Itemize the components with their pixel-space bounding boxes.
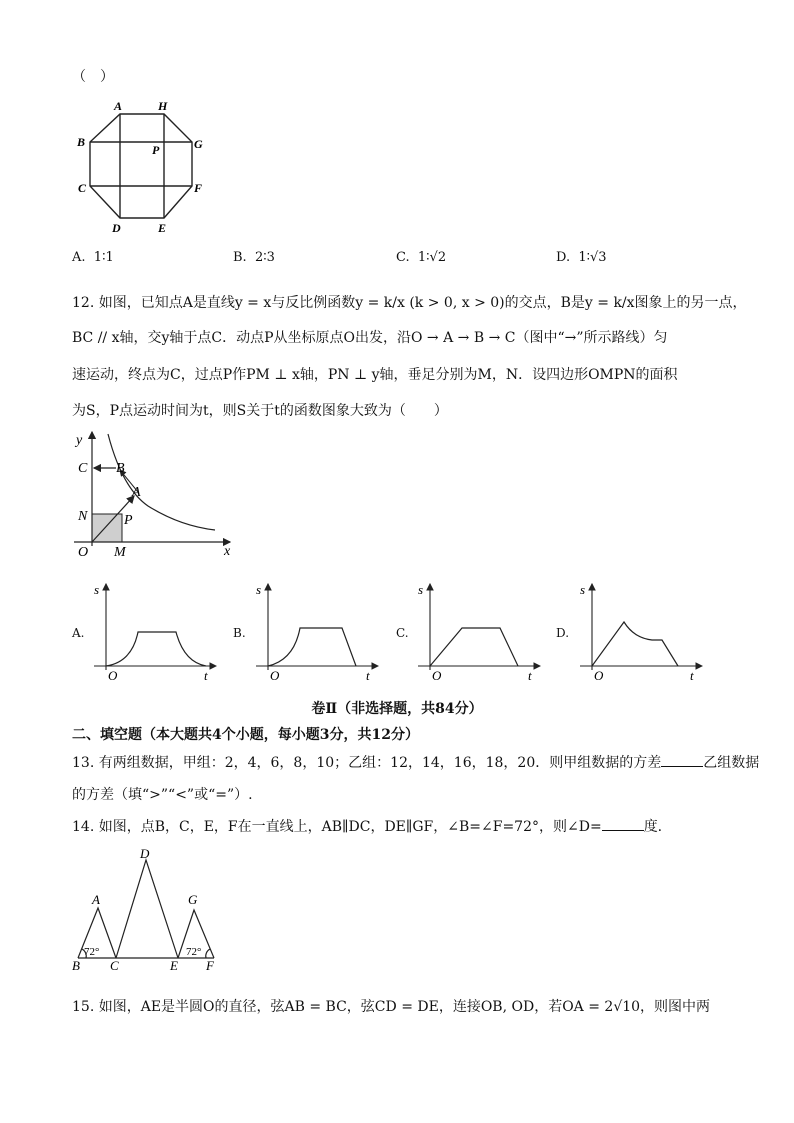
arc-F	[206, 949, 210, 958]
svg-text:s: s	[418, 582, 424, 597]
q12-option-d-graph	[574, 578, 709, 686]
label-B: B	[77, 135, 86, 149]
q11-option-c: C. 1∶√2	[396, 250, 447, 265]
s-curve-d	[592, 622, 678, 666]
svg-text:s: s	[94, 582, 100, 597]
label-N: N	[78, 509, 88, 524]
q12-option-c-graph	[412, 578, 547, 686]
label-O: O	[78, 545, 89, 560]
label-E: E	[158, 221, 167, 235]
label-G: G	[194, 137, 203, 151]
angle-B-label: 72°	[84, 946, 100, 958]
q12-option-b-letter: B.	[233, 626, 246, 640]
q12-option-b-graph	[250, 578, 385, 686]
svg-text:s: s	[256, 582, 262, 597]
label-C: C	[78, 181, 87, 195]
label-P: P	[124, 513, 133, 528]
svg-text:s: s	[580, 582, 586, 597]
svg-text:t: t	[366, 668, 370, 683]
svg-text:t: t	[690, 668, 694, 683]
part2-heading: 二、填空题（本大题共4个小题，每小题3分，共12分）	[72, 727, 419, 743]
label-C: C	[78, 461, 88, 476]
label-A: A	[132, 485, 141, 500]
q12-line2: BC // x轴，交y轴于点C．动点P从坐标原点O出发，沿O → A → B → C（图中“→”所示路线）匀	[72, 330, 668, 346]
label-E: E	[170, 958, 178, 973]
q15-line: 15. 如图，AE是半圆O的直径，弦AB = BC，弦CD = DE，连接OB, OD，若OA = 2√10，则图中两	[72, 999, 711, 1015]
label-P: P	[152, 143, 160, 157]
octagon-outline	[90, 114, 192, 218]
label-B: B	[116, 461, 125, 476]
q11-octagon-figure	[72, 96, 212, 236]
q12-option-a-letter: A.	[72, 626, 85, 640]
q14-figure	[68, 842, 228, 974]
label-F: F	[194, 181, 203, 195]
q13-line2: 的方差（填“>”“<”或“=”）.	[72, 787, 253, 803]
q12-line4: 为S，P点运动时间为t，则S关于t的函数图象大致为（ ）	[72, 403, 448, 419]
label-C: C	[110, 958, 119, 973]
q13-line1: 13. 有两组数据，甲组：2，4，6，8，10；乙组：12，14，16，18，20．则甲组数据的方差 乙组数据	[72, 755, 760, 771]
svg-text:O: O	[270, 668, 280, 683]
label-D: D	[112, 221, 121, 235]
svg-text:t: t	[528, 668, 532, 683]
q14-line: 14. 如图，点B，C，E，F在一直线上，AB∥DC，DE∥GF，∠B=∠F=72°，则∠D= 度.	[72, 819, 663, 835]
q14-answer-blank[interactable]	[602, 818, 644, 831]
q12-line1: 12. 如图，已知点A是直线y = x与反比例函数y = k/x (k > 0, x > 0)的交点，B是y = k/x图象上的另一点，	[72, 295, 747, 311]
label-A: A	[114, 99, 123, 113]
label-D: D	[140, 846, 150, 861]
label-B: B	[72, 958, 80, 973]
q13-answer-blank[interactable]	[661, 754, 703, 767]
section2-title: 卷Ⅱ（非选择题，共84分）	[311, 701, 483, 717]
q12-coordinate-figure	[70, 428, 240, 563]
label-A: A	[92, 892, 100, 907]
angle-F-label: 72°	[186, 946, 202, 958]
q11-option-b: B. 2∶3	[233, 250, 275, 265]
label-x: x	[224, 544, 231, 559]
s-curve-b	[268, 628, 356, 666]
q11-option-d: D. 1∶√3	[556, 250, 607, 265]
q11-paren: （ ）	[72, 69, 114, 85]
label-M: M	[114, 545, 126, 560]
label-F: F	[206, 958, 214, 973]
s-curve-c	[430, 628, 518, 666]
label-H: H	[158, 99, 168, 113]
q12-option-d-letter: D.	[556, 626, 570, 640]
svg-text:O: O	[432, 668, 442, 683]
q11-option-a: A. 1∶1	[72, 250, 114, 265]
svg-text:O: O	[594, 668, 604, 683]
s-curve-a	[106, 632, 206, 666]
label-y: y	[76, 433, 83, 448]
svg-text:O: O	[108, 668, 118, 683]
q12-line3: 速运动，终点为C，过点P作PM ⊥ x轴，PN ⊥ y轴，垂足分别为M，N．设四边形OMPN的面积	[72, 367, 678, 383]
label-G: G	[188, 892, 198, 907]
triangle-DCE	[116, 860, 178, 958]
q12-option-c-letter: C.	[396, 626, 409, 640]
q12-option-a-graph	[88, 578, 223, 686]
svg-text:t: t	[204, 668, 208, 683]
